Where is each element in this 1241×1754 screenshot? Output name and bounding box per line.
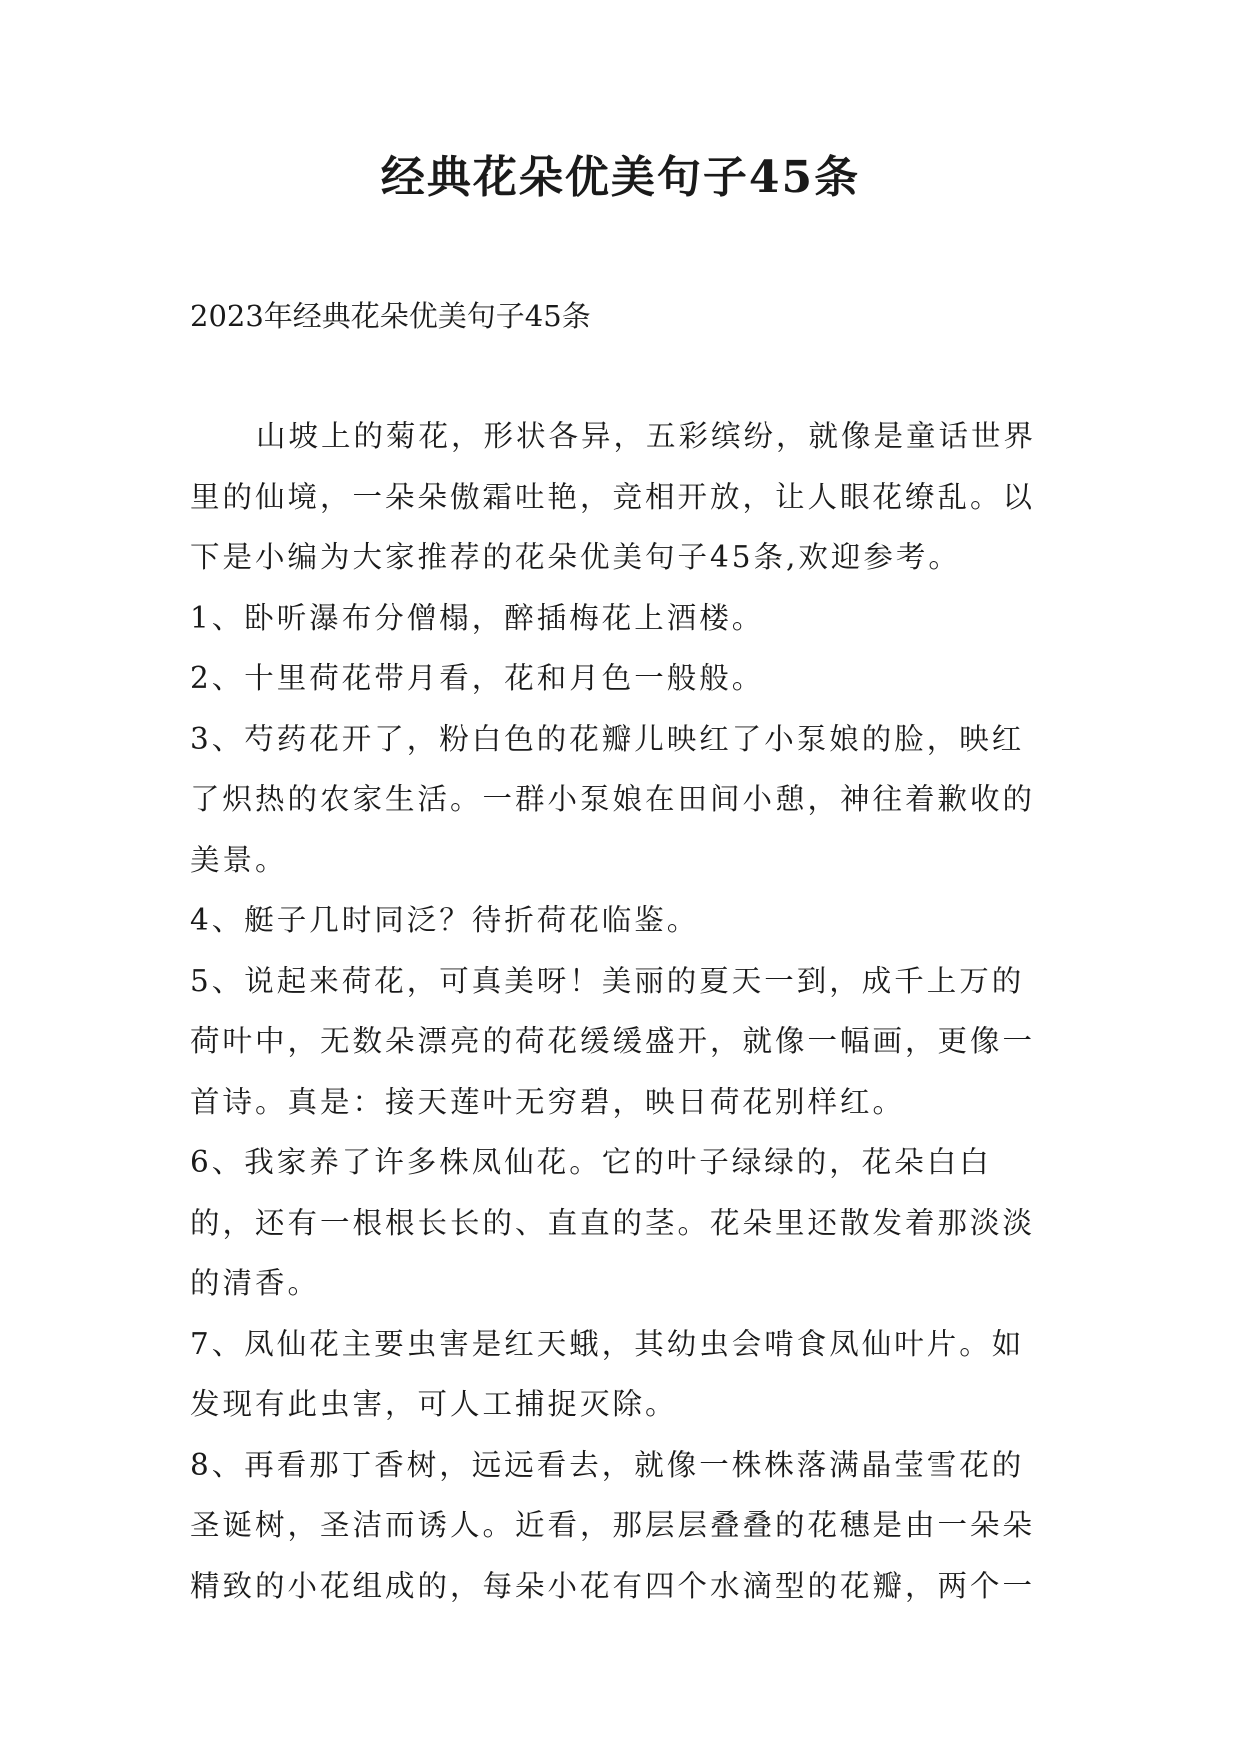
- list-item: 2、十里荷花带月看，花和月色一般般。: [190, 661, 765, 695]
- page-title: 经典花朵优美句子45条: [380, 152, 861, 203]
- list-item: 6、我家养了许多株凤仙花。它的叶子绿绿的，花朵白白的，还有一根根长长的、直直的茎。花朵里还散发着那淡淡的清香。: [190, 1145, 1036, 1300]
- list-item: 8、再看那丁香树，远远看去，就像一株株落满晶莹雪花的圣诞树，圣洁而诱人。近看，那层层叠叠的花穗是由一朵朵精致的小花组成的，每朵小花有四个水滴型的花瓣，两个一: [190, 1447, 1036, 1603]
- list-item: 5、说起来荷花，可真美呀！美丽的夏天一到，成千上万的荷叶中，无数朵漂亮的荷花缓缓盛开，就像一幅画，更像一首诗。真是：接天莲叶无穷碧，映日荷花别样红。: [190, 963, 1036, 1119]
- list-item: 4、艇子几时同泛？待折荷花临鉴。: [190, 903, 700, 937]
- list-item: 3、芍药花开了，粉白色的花瓣儿映红了小泵娘的脸，映红了炽热的农家生活。一群小泵娘在田间小憩，神往着歉收的美景。: [190, 721, 1036, 877]
- article-body: [190, 406, 1050, 1616]
- list-item: 7、凤仙花主要虫害是红天蛾，其幼虫会啃食凤仙叶片。如发现有此虫害，可人工捕捉灭除。: [190, 1326, 1025, 1421]
- page-subtitle: 2023年经典花朵优美句子45条: [190, 299, 591, 333]
- list-item: 1、卧听瀑布分僧榻，醉插梅花上酒楼。: [190, 600, 765, 635]
- intro-paragraph: 山坡上的菊花，形状各异，五彩缤纷，就像是童话世界里的仙境，一朵朵傲霜吐艳，竞相开放，让人眼花缭乱。以下是小编为大家推荐的花朵优美句子45条,欢迎参考。: [190, 419, 1037, 574]
